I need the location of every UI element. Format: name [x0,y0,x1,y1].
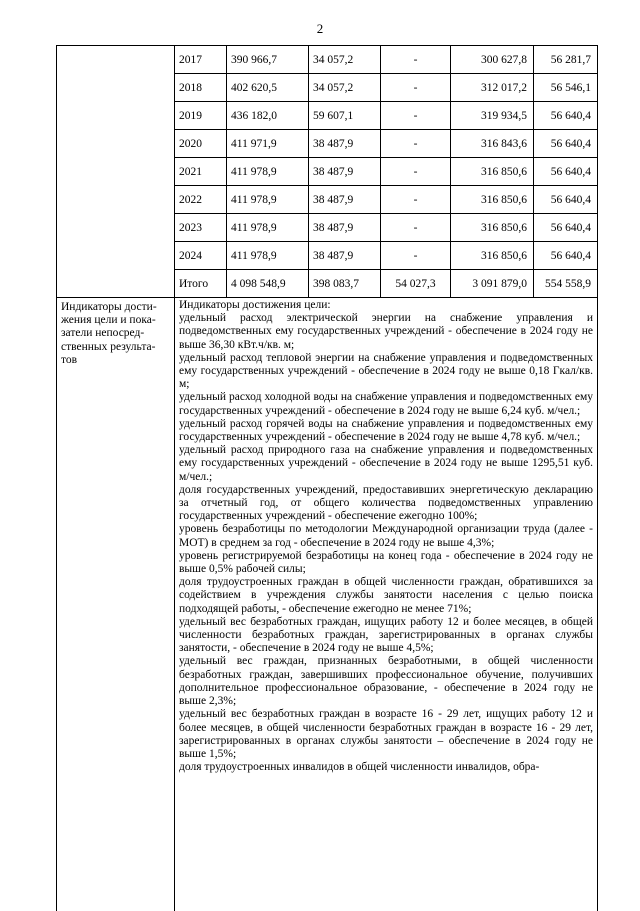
financing-col3: 54 027,3 [381,270,451,298]
financing-col5: 56 640,4 [534,102,598,130]
financing-col3: - [381,74,451,102]
financing-col2: 38 487,9 [309,186,381,214]
indicator-item: доля государственных учреждений, предоставивших энергетическую декларацию за отчетный год, от общего количества подведомственных управлению государственных учреждений - обеспечение ежегодно 100%; [179,484,593,524]
financing-total: 436 182,0 [227,102,309,130]
financing-col5: 56 640,4 [534,214,598,242]
financing-col3: - [381,158,451,186]
financing-total: 411 971,9 [227,130,309,158]
financing-year: 2020 [175,130,227,158]
financing-col4: 300 627,8 [451,46,534,74]
financing-row-2017 [57,46,598,74]
indicators-label [57,298,175,911]
financing-total: 402 620,5 [227,74,309,102]
indicator-item: удельный вес безработных граждан, ищущих работу 12 и более месяцев, в общей численности безработных граждан, зарегистрированных в органах службы занятости, - обеспечение в 2024 году не выше 4,5%; [179,616,593,656]
financing-col4: 312 017,2 [451,74,534,102]
financing-col2: 59 607,1 [309,102,381,130]
financing-col4: 316 850,6 [451,242,534,270]
indicator-item: удельный расход природного газа на снабжение управления и подведомственных ему государственных учреждений - обеспечение в 2024 году не выше 1295,51 куб. м/чел.; [179,444,593,484]
indicator-item: удельный вес граждан, признанных безработными, в общей численности безработных граждан, завершивших профессиональное обучение, получивших дополнительное профессиональное образование, - обеспечение в 2024 году не выше 2,3%; [179,655,593,708]
financing-total: 4 098 548,9 [227,270,309,298]
financing-col2: 398 083,7 [309,270,381,298]
financing-col5: 56 281,7 [534,46,598,74]
financing-col5: 56 546,1 [534,74,598,102]
indicator-item: уровень безработицы по методологии Международной организации труда (далее - МОТ) в среднем за год - обеспечение в 2024 году не выше 4,3%; [179,523,593,549]
financing-col5: 56 640,4 [534,186,598,214]
indicator-item: удельный расход горячей воды на снабжение управления и подведомственных ему государственных учреждений - обеспечение в 2024 году не выше 4,78 куб. м/чел.; [179,418,593,444]
financing-year: 2019 [175,102,227,130]
financing-col2: 34 057,2 [309,46,381,74]
indicators-label-line: затели непосред- [61,327,170,340]
financing-col3: - [381,242,451,270]
financing-total-label: Итого [175,270,227,298]
financing-col5: 56 640,4 [534,130,598,158]
indicator-item: удельный расход электрической энергии на снабжение управления и подведомственных ему государственных учреждений - обеспечение в 2024 году не выше 36,30 кВт.ч/кв. м; [179,312,593,352]
financing-col5: 56 640,4 [534,158,598,186]
financing-label-cell [57,46,175,298]
financing-total: 390 966,7 [227,46,309,74]
financing-col3: - [381,46,451,74]
financing-year: 2021 [175,158,227,186]
financing-col4: 316 850,6 [451,158,534,186]
financing-col3: - [381,186,451,214]
financing-year: 2018 [175,74,227,102]
indicator-item: уровень регистрируемой безработицы на конец года - обеспечение в 2024 году не выше 0,5% рабочей силы; [179,550,593,576]
financing-col5: 56 640,4 [534,242,598,270]
financing-col3: - [381,102,451,130]
financing-col2: 38 487,9 [309,242,381,270]
financing-col2: 38 487,9 [309,214,381,242]
financing-total: 411 978,9 [227,214,309,242]
financing-total: 411 978,9 [227,158,309,186]
financing-col2: 38 487,9 [309,158,381,186]
program-passport-table [56,45,598,911]
financing-year: 2022 [175,186,227,214]
indicators-label-line: Индикаторы дости- [61,301,170,314]
financing-col4: 316 843,6 [451,130,534,158]
financing-col5: 554 558,9 [534,270,598,298]
financing-col4: 316 850,6 [451,214,534,242]
indicators-label-line: тов [61,354,170,367]
financing-col3: - [381,130,451,158]
financing-year: 2023 [175,214,227,242]
financing-total: 411 978,9 [227,242,309,270]
financing-col3: - [381,214,451,242]
financing-year: 2017 [175,46,227,74]
indicators-row [57,298,598,911]
indicator-item: доля трудоустроенных граждан в общей численности граждан, обратившихся за содействием в учреждения службы занятости населения с целью поиска подходящей работы, - обеспечение ежегодно не менее 71%; [179,576,593,616]
page-number: 2 [0,21,640,37]
financing-col4: 319 934,5 [451,102,534,130]
financing-col4: 3 091 879,0 [451,270,534,298]
indicator-item: удельный расход тепловой энергии на снабжение управления и подведомственных ему государственных учреждений - обеспечение в 2024 году не выше 0,18 Гкал/кв. м; [179,352,593,392]
financing-total: 411 978,9 [227,186,309,214]
indicators-label-line: жения цели и пока- [61,314,170,327]
indicator-item-continued: доля трудоустроенных инвалидов в общей численности инвалидов, обра- [179,761,593,774]
indicator-item: удельный расход холодной воды на снабжение управления и подведомственных ему государственных учреждений - обеспечение в 2024 году не выше 6,24 куб. м/чел.; [179,391,593,417]
indicators-label-line: ственных результа- [61,341,170,354]
indicators-content [175,298,598,911]
financing-col2: 34 057,2 [309,74,381,102]
financing-col4: 316 850,6 [451,186,534,214]
financing-year: 2024 [175,242,227,270]
financing-col2: 38 487,9 [309,130,381,158]
indicator-item: удельный вес безработных граждан в возрасте 16 - 29 лет, ищущих работу 12 и более месяцев, в общей численности безработных граждан в возрасте 16 - 29 лет, зарегистрированных в органах службы занятости – обеспечение в 2024 году не выше 1,5%; [179,708,593,761]
indicators-title: Индикаторы достижения цели: [179,298,593,312]
